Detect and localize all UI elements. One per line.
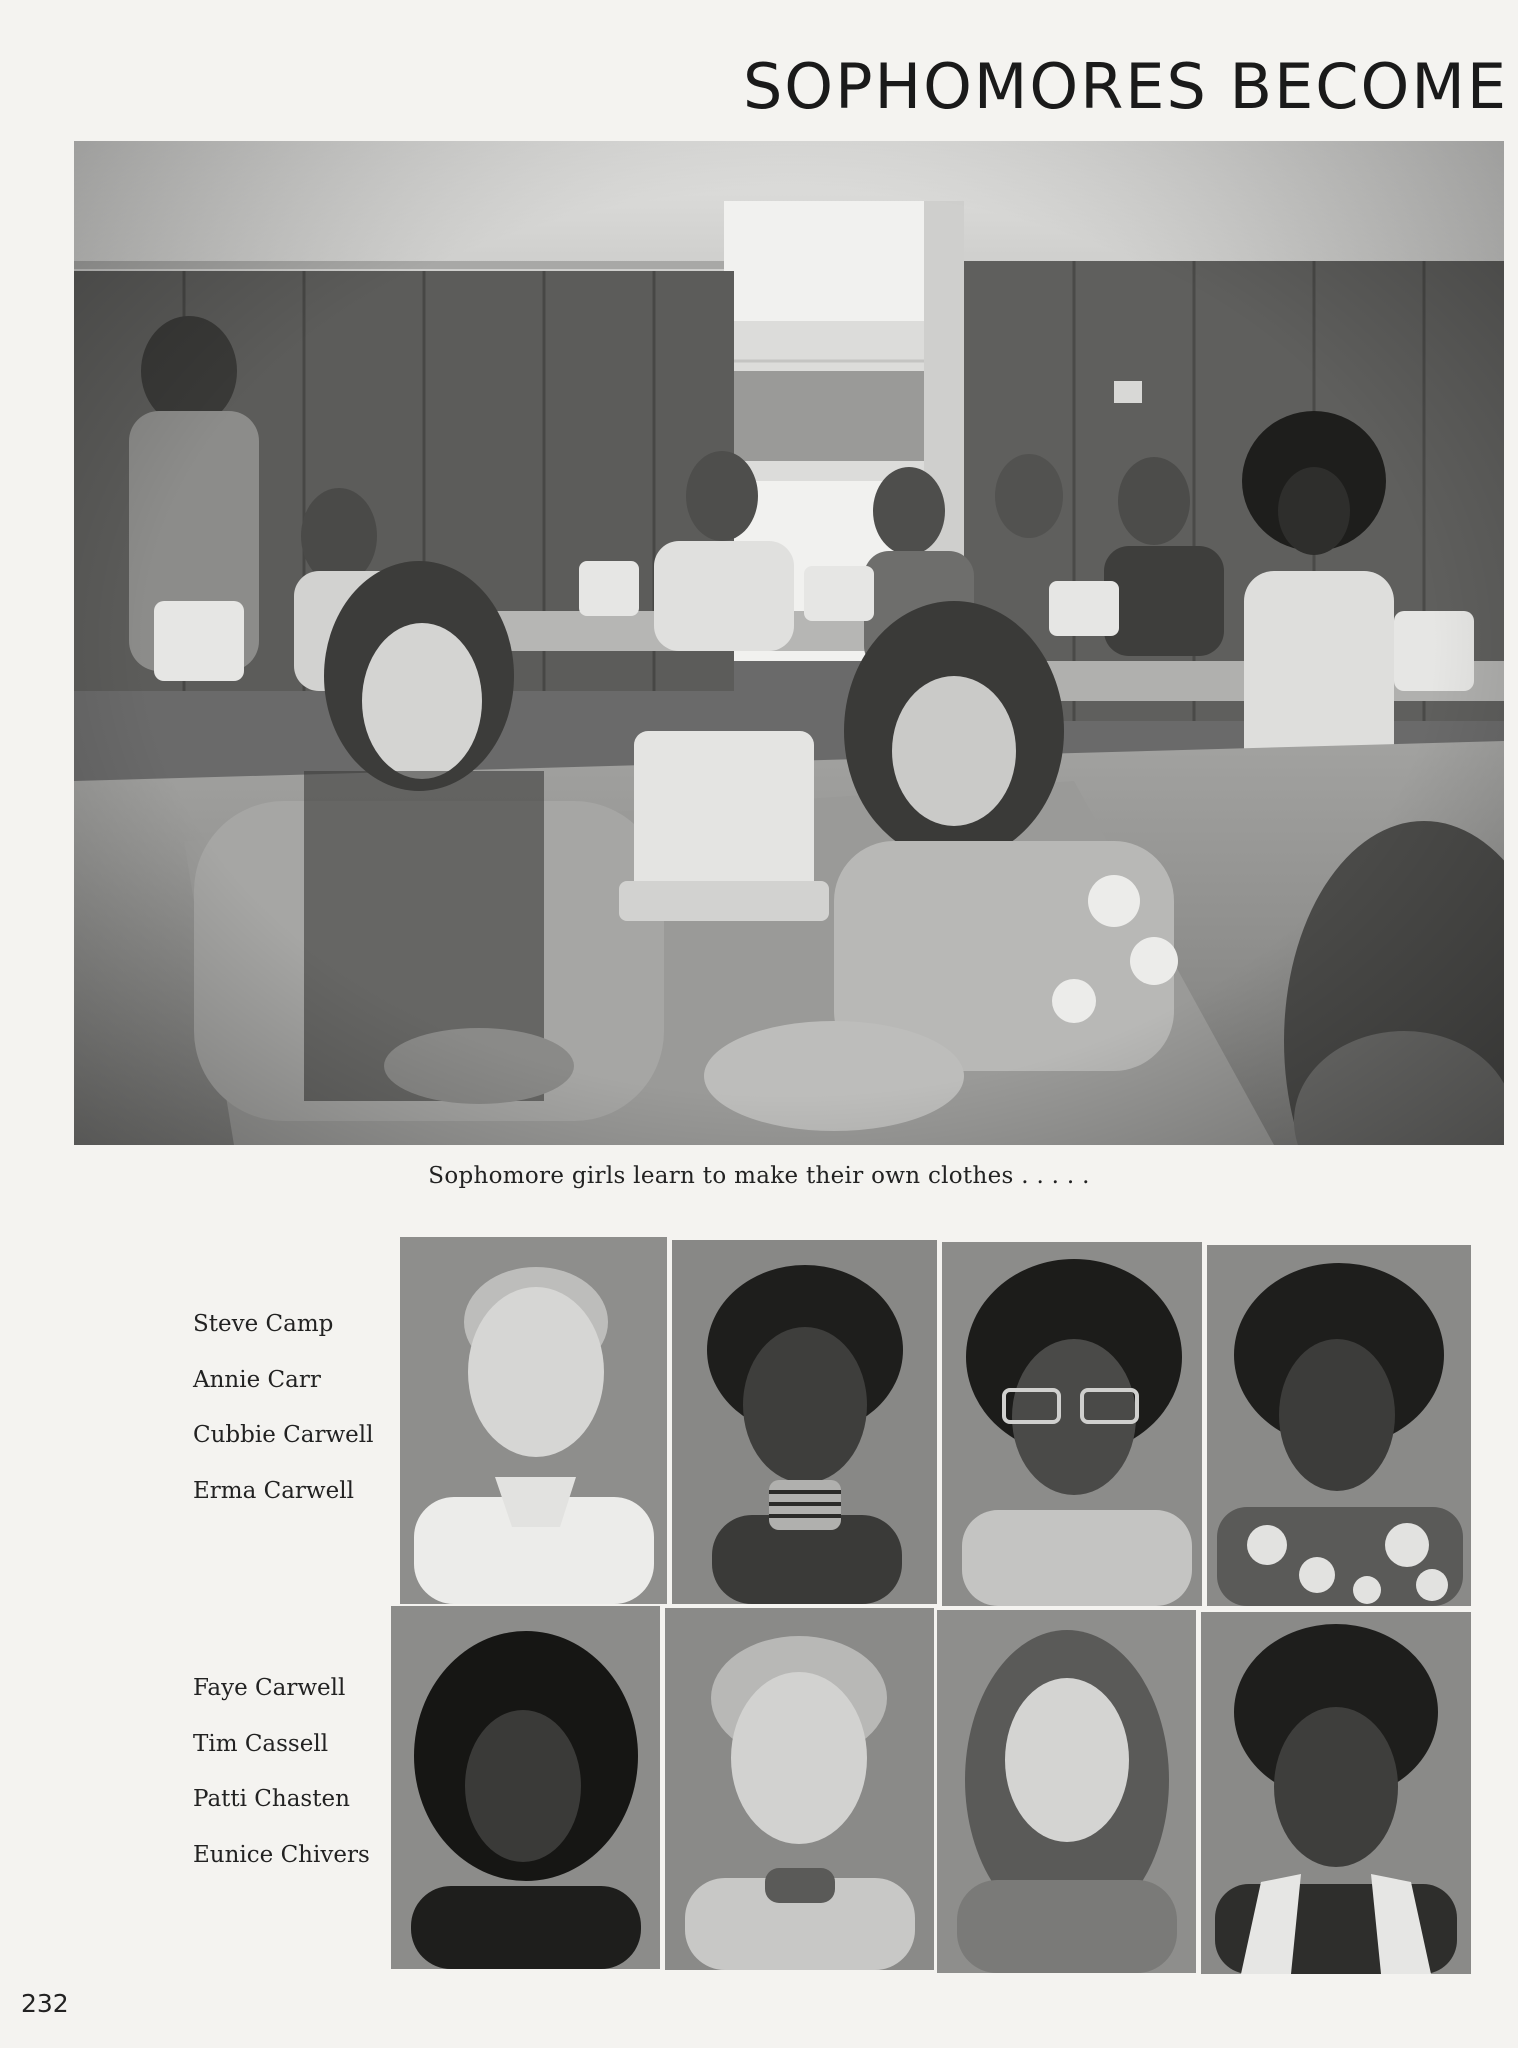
student-name: Steve Camp: [193, 1311, 334, 1337]
photo-caption: Sophomore girls learn to make their own clothes . . . . .: [428, 1163, 1090, 1189]
classroom-photo: [74, 141, 1504, 1145]
student-name: Cubbie Carwell: [193, 1422, 374, 1448]
student-name: Eunice Chivers: [193, 1841, 370, 1868]
student-name: Tim Cassell: [193, 1730, 329, 1757]
portrait-patti-chasten: [937, 1610, 1196, 1973]
portrait-annie-carr: [672, 1240, 937, 1604]
portrait-faye-carwell: [391, 1606, 660, 1969]
page-title: SOPHOMORES BECOME: [742, 50, 1508, 123]
names-list-row-2: [193, 1673, 370, 1895]
student-name: Faye Carwell: [193, 1675, 346, 1701]
student-name: Patti Chasten: [193, 1786, 350, 1812]
page-number: 232: [21, 1989, 69, 2018]
student-name: Erma Carwell: [193, 1477, 354, 1504]
portrait-cubbie-carwell: [942, 1242, 1202, 1606]
portrait-erma-carwell: [1207, 1245, 1471, 1606]
student-name: Annie Carr: [193, 1366, 321, 1393]
names-list-row-1: [193, 1309, 373, 1531]
portrait-tim-cassell: [665, 1608, 934, 1970]
portrait-steve-camp: [400, 1237, 667, 1604]
portrait-eunice-chivers: [1201, 1612, 1471, 1974]
